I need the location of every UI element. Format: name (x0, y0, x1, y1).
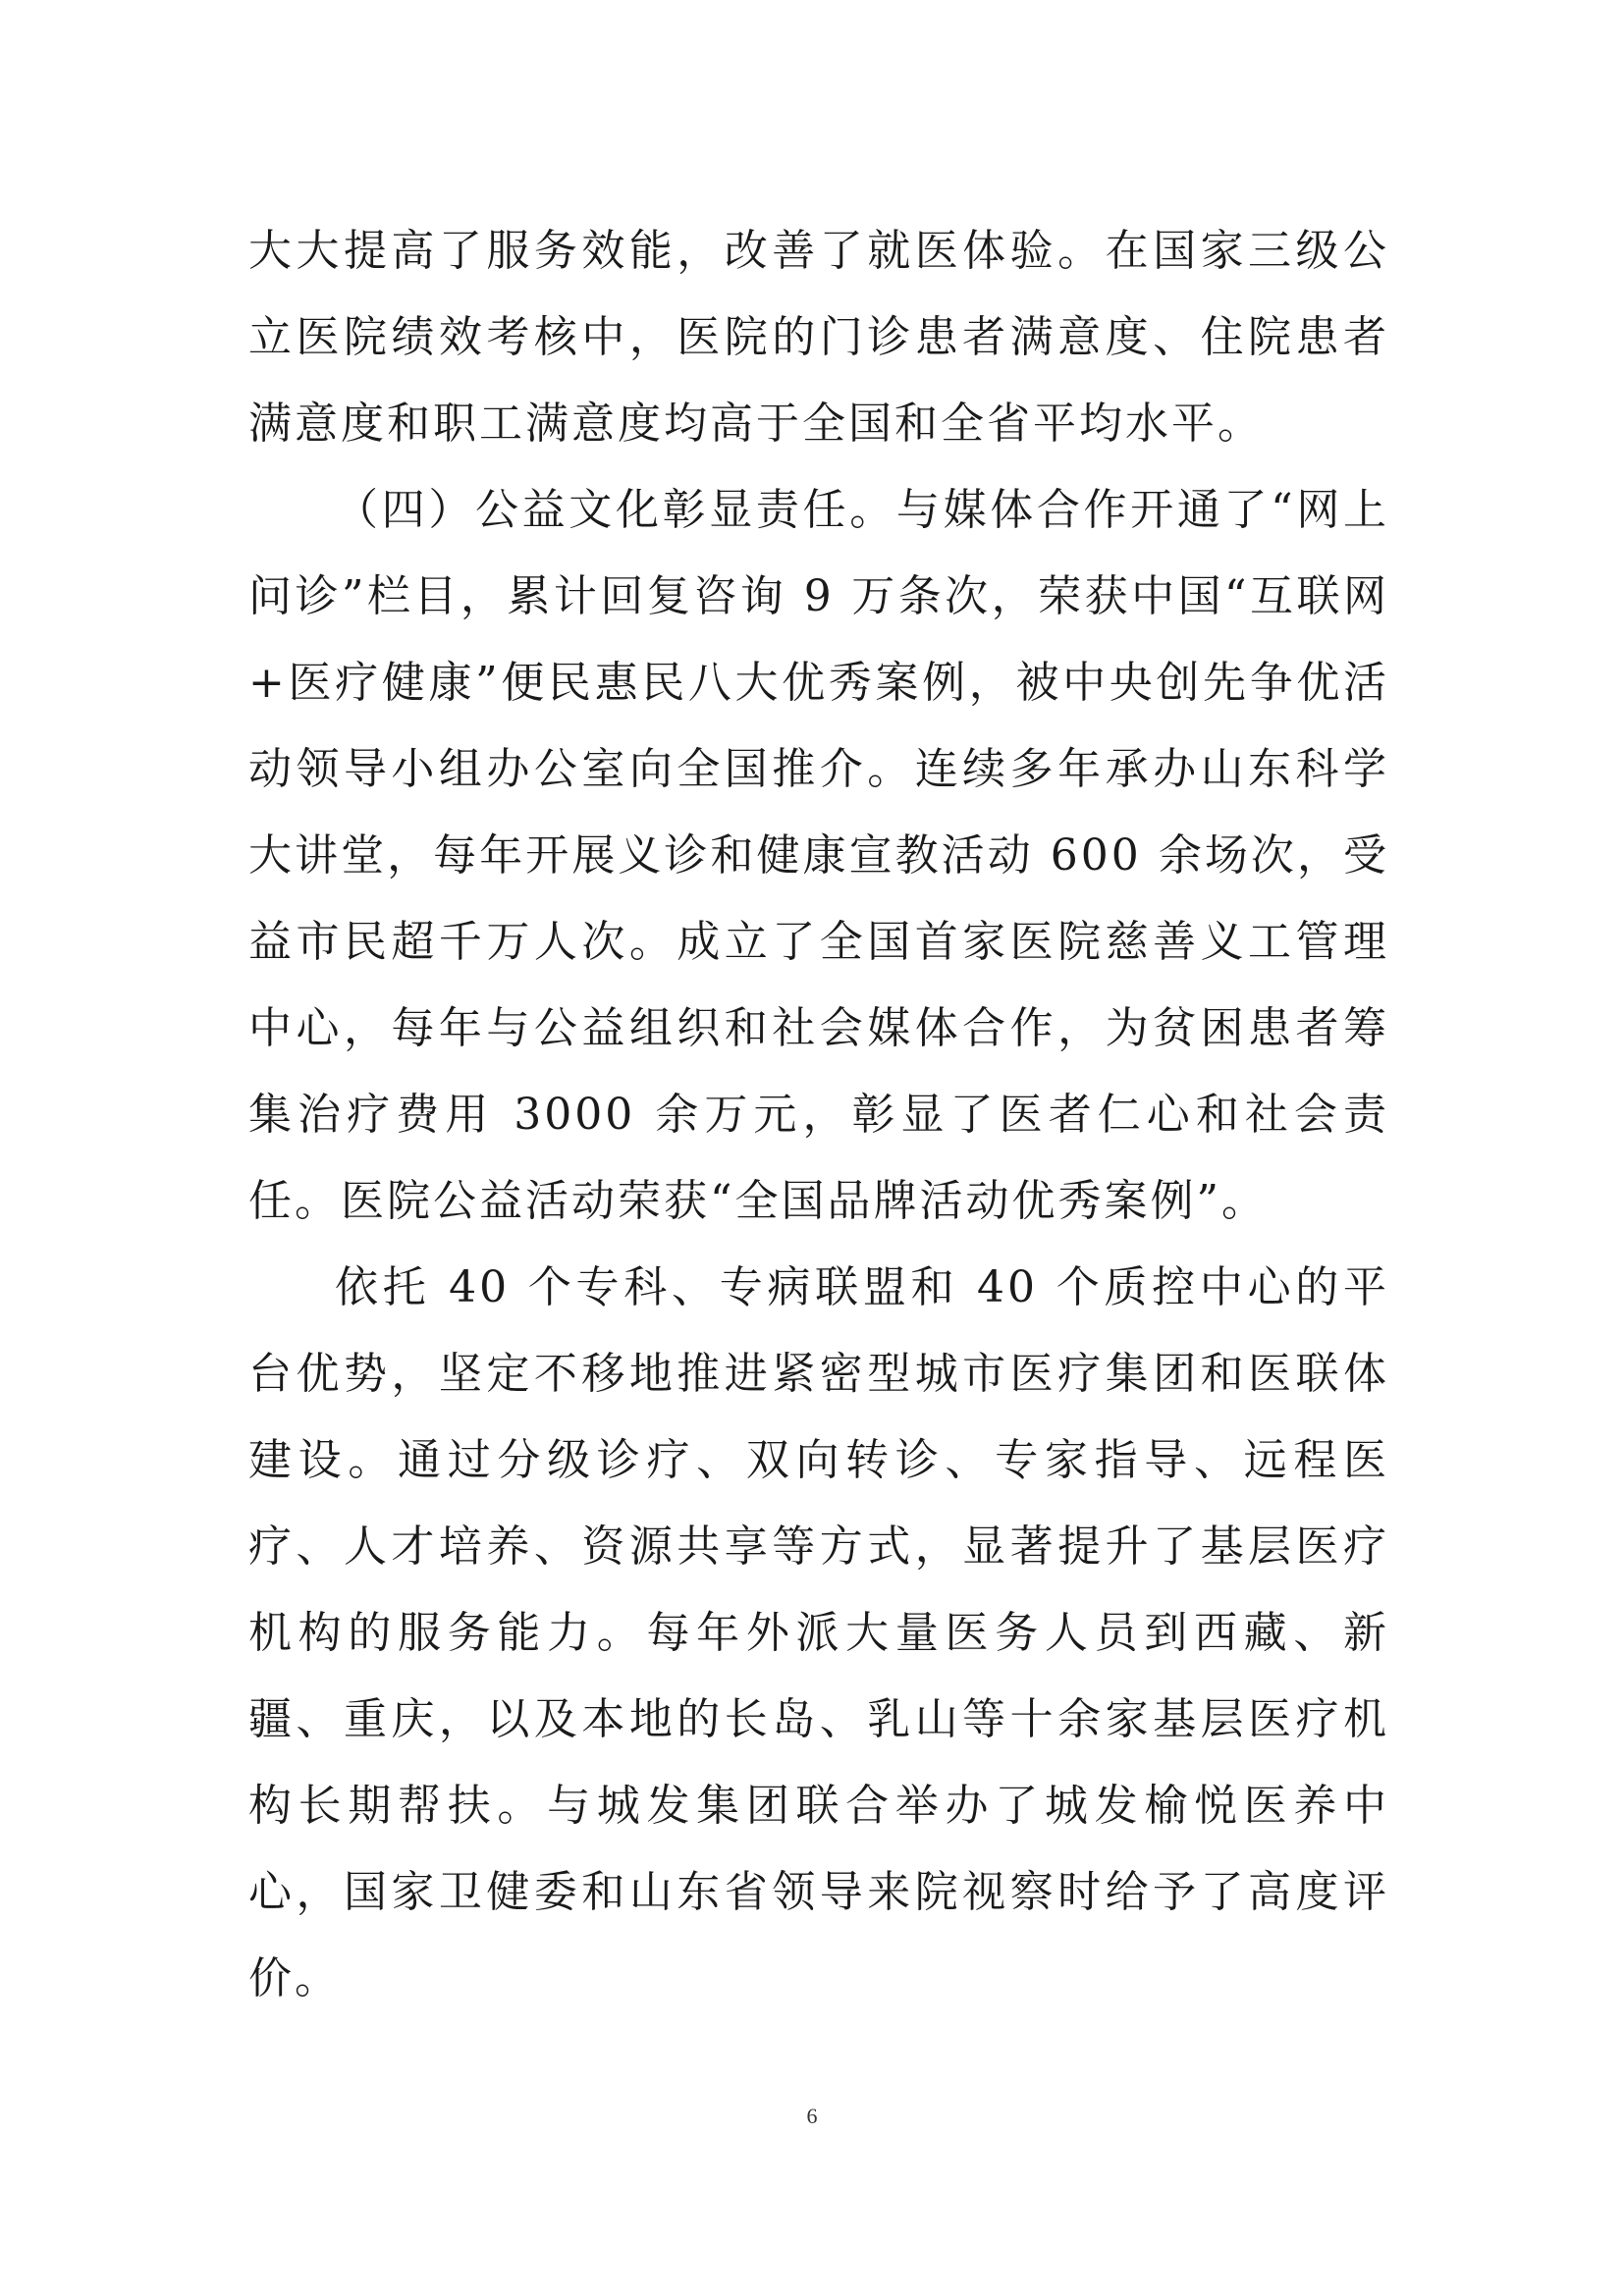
body-text (248, 208, 1389, 2022)
paragraph-medical-alliance: 依托 40 个专科、专病联盟和 40 个质控中心的平台优势，坚定不移地推进紧密型城市医疗集团和医联体建设。通过分级诊疗、双向转诊、专家指导、远程医疗、人才培养、资源共享等方式，显著提升了基层医疗机构的服务能力。每年外派大量医务人员到西藏、新疆、重庆，以及本地的长岛、乳山等十余家基层医疗机构长期帮扶。与城发集团联合举办了城发榆悦医养中心，国家卫健委和山东省领导来院视察时给予了高度评价。 (248, 1262, 1389, 2003)
paragraph-public-welfare-culture: （四）公益文化彰显责任。与媒体合作开通了“网上问诊”栏目，累计回复咨询 9 万条次，荣获中国“互联网+医疗健康”便民惠民八大优秀案例，被中央创先争优活动领导小组办公室向全国推介。连续多年承办山东科学大讲堂，每年开展义诊和健康宣教活动 600 余场次，受益市民超千万人次。成立了全国首家医院慈善义工管理中心，每年与公益组织和社会媒体合作，为贫困患者筹集治疗费用 3000 余万元，彰显了医者仁心和社会责任。医院公益活动荣获“全国品牌活动优秀案例”。 (248, 485, 1389, 1226)
page-number: 6 (806, 2104, 818, 2128)
paragraph-service-efficiency: 大大提高了服务效能，改善了就医体验。在国家三级公立医院绩效考核中，医院的门诊患者满意度、住院患者满意度和职工满意度均高于全国和全省平均水平。 (248, 226, 1389, 449)
